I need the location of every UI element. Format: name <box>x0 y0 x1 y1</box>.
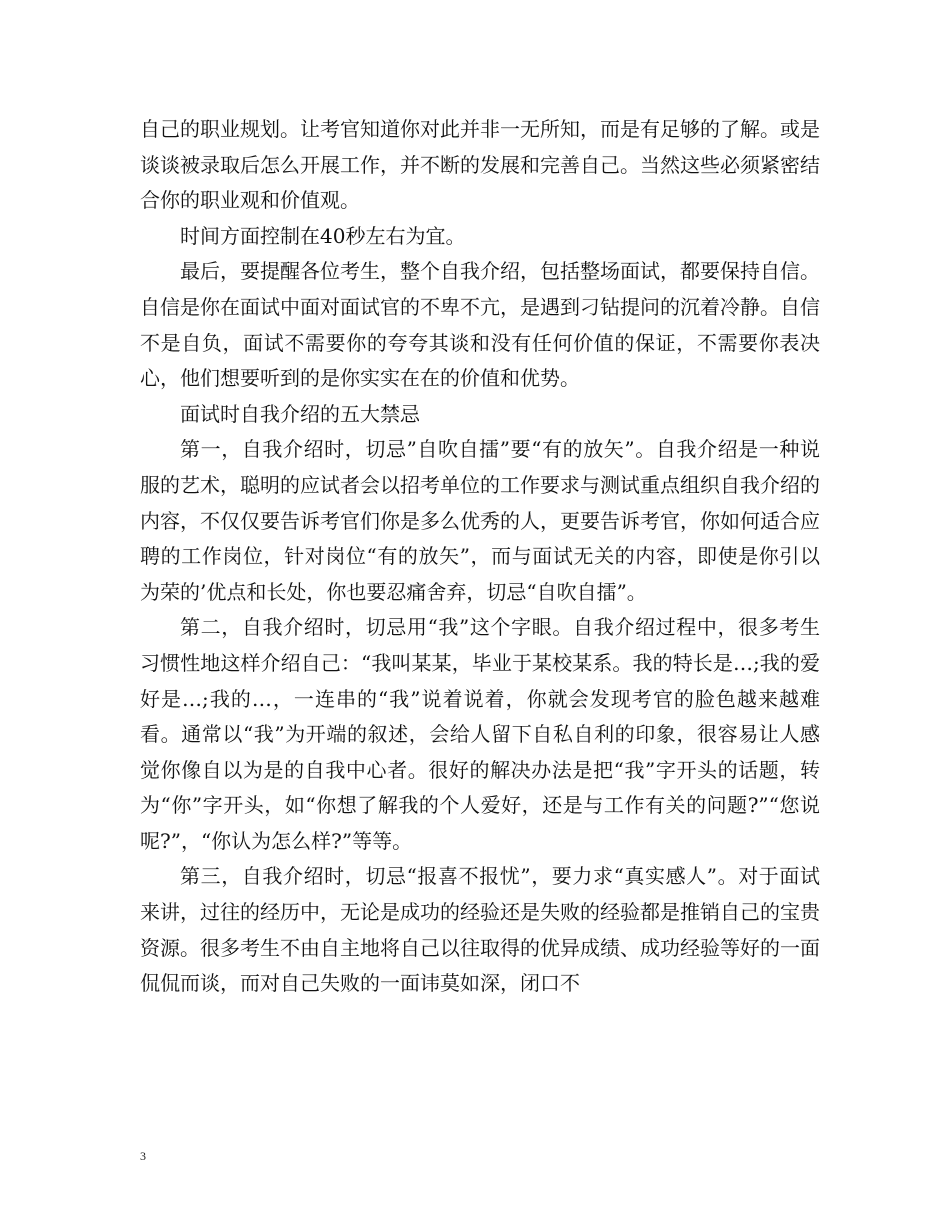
paragraph-confidence: 最后，要提醒各位考生，整个自我介绍，包括整场面试，都要保持自信。自信是你在面试中面对面试官的不卑不亢，是遇到刁钻提问的沉着冷静。自信不是自负，面试不需要你的夸夸其谈和没有任何价值的保证，不需要你表决心，他们想要听到的是你实实在在的价值和优势。 <box>140 259 820 391</box>
paragraph-time-control: 时间方面控制在40秒左右为宜。 <box>180 223 466 248</box>
document-body <box>140 112 820 1002</box>
section-heading-five-taboos: 面试时自我介绍的五大禁忌 <box>180 401 420 426</box>
paragraph-taboo-one: 第一，自我介绍时，切忌”自吹自擂”要“有的放矢”。自我介绍是一种说服的艺术，聪明的应试者会以招考单位的工作要求与测试重点组织自我介绍的内容，不仅仅要告诉考官们你是多么优秀的人，更要告诉考官，你如何适合应聘的工作岗位，针对岗位“有的放矢”，而与面试无关的内容，即使是你引以为荣的’优点和长处，你也要忍痛舍弃，切忌“自吹自擂”。 <box>140 437 820 604</box>
paragraph-taboo-two: 第二，自我介绍时，切忌用“我”这个字眼。自我介绍过程中，很多考生习惯性地这样介绍自己：“我叫某某，毕业于某校某系。我的特长是…;我的爱好是…;我的…，一连串的“我”说着说着，你就会发现考官的脸色越来越难看。通常以“我”为开端的叙述，会给人留下自私自利的印象，很容易让人感觉你像自以为是的自我中心者。很好的解决办法是把“我”字开头的话题，转为“你”字开头，如“你想了解我的个人爱好，还是与工作有关的问题?”“您说呢?”，“你认为怎么样?”等等。 <box>140 615 820 853</box>
paragraph-career-plan: 自己的职业规划。让考官知道你对此并非一无所知，而是有足够的了解。或是谈谈被录取后怎么开展工作，并不断的发展和完善自己。当然这些必须紧密结合你的职业观和价值观。 <box>140 117 820 213</box>
paragraph-taboo-three: 第三，自我介绍时，切忌“报喜不报忧”，要力求“真实感人”。对于面试来讲，过往的经历中，无论是成功的经验还是失败的经验都是推销自己的宝贵资源。很多考生不由自主地将自己以往取得的优异成绩、成功经验等好的一面侃侃而谈，而对自己失败的一面讳莫如深，闭口不 <box>140 864 820 996</box>
page-number: 3 <box>140 1149 146 1163</box>
